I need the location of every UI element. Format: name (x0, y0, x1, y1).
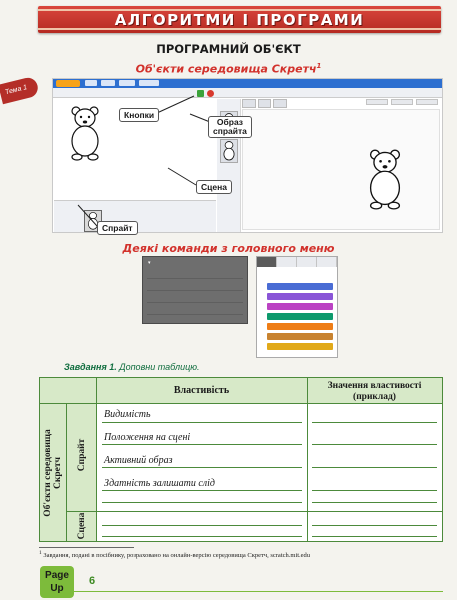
footnote-rule (39, 547, 134, 548)
table-section-divider (67, 511, 442, 512)
answer-line (312, 525, 437, 526)
callout-sprite-image-line1: Образ (216, 117, 244, 127)
pageup-logo (40, 566, 74, 598)
header-value-line1: Значення властивості (327, 381, 422, 391)
block-tab (317, 257, 337, 267)
properties-table (39, 377, 443, 542)
property-visibility: Видимість (104, 409, 151, 420)
category-bar-control (267, 343, 333, 350)
table-vline (96, 378, 97, 541)
side-tab: Тема 1 (0, 76, 40, 105)
header-property: Властивість (173, 385, 230, 396)
subgroup-stage-label: Сцена (77, 512, 87, 540)
category-bar-pen (267, 313, 333, 320)
group-label (43, 405, 63, 541)
callout-buttons: Кнопки (119, 108, 159, 122)
menu-section-title: Деякі команди з головного меню (122, 242, 335, 255)
answer-line (312, 444, 437, 445)
block-tab (297, 257, 317, 267)
table-header (40, 378, 442, 404)
answer-line (312, 490, 437, 491)
file-menu-item (147, 305, 243, 315)
category-bar-data (267, 323, 333, 330)
answer-line (102, 444, 302, 445)
task-label: Завдання 1. (64, 362, 117, 372)
answer-line (102, 467, 302, 468)
property-pen-trace: Здатність залишати слід (104, 478, 215, 489)
block-tab (257, 257, 277, 267)
group-label-line1: Об'єкти середовища (43, 429, 53, 517)
callout-stage: Сцена (196, 180, 232, 194)
logo-line1: Page (45, 570, 69, 581)
group-label-line2: Скретч (53, 457, 63, 489)
category-bar-motion (267, 283, 333, 290)
file-menu-item (147, 293, 243, 303)
table-vline (307, 378, 308, 541)
footnote-marker: 1 (39, 550, 42, 556)
section-title: ПРОГРАМНИЙ ОБ'ЄКТ (156, 42, 301, 56)
footnote (39, 550, 310, 559)
answer-line (102, 525, 302, 526)
bottom-rule (74, 591, 443, 592)
table-vline (66, 404, 67, 541)
callout-line-buttons (157, 96, 194, 113)
callout-line-stage (168, 168, 196, 185)
logo-line2: Up (50, 583, 64, 594)
answer-line (312, 467, 437, 468)
category-bar-sound (267, 303, 333, 310)
callout-sprite-image (208, 116, 252, 138)
task-text: Доповни таблицю. (119, 362, 200, 372)
page-number: 6 (89, 575, 96, 587)
footnote-text: Завдання, подані в посібнику, розраховано на онлайн-версію середовища Скретч, scratch.mit.edu (43, 552, 311, 560)
answer-line (312, 422, 437, 423)
header-value (307, 381, 442, 403)
subgroup-sprite-label: Спрайт (77, 438, 87, 472)
subtitle-footnote-marker: 1 (316, 62, 322, 70)
property-position: Положення на сцені (104, 432, 191, 443)
callout-line-sprite (78, 205, 97, 226)
file-menu-header: ▾ (148, 260, 151, 266)
block-tabs (257, 257, 337, 267)
task-instruction (64, 362, 199, 372)
category-bar-looks (267, 293, 333, 300)
callout-line-sprite-image (190, 114, 210, 122)
header-value-line2: (приклад) (353, 392, 396, 402)
category-bar-events (267, 333, 333, 340)
answer-line (102, 422, 302, 423)
answer-line (102, 490, 302, 491)
banner-title: АЛГОРИТМИ І ПРОГРАМИ (114, 11, 365, 29)
callout-sprite-image-line2: спрайта (213, 125, 247, 136)
file-menu-item (147, 269, 243, 279)
file-menu-item (147, 281, 243, 291)
block-categories-illustration (256, 256, 338, 358)
answer-line (312, 502, 437, 503)
property-active-costume: Активний образ (104, 455, 173, 466)
block-tab (277, 257, 297, 267)
callout-sprite: Спрайт (97, 221, 138, 235)
answer-line (102, 536, 302, 537)
file-menu-illustration (142, 256, 248, 324)
answer-line (102, 502, 302, 503)
answer-line (312, 536, 437, 537)
subtitle-text: Об'єкти середовища Скретч (135, 62, 317, 76)
